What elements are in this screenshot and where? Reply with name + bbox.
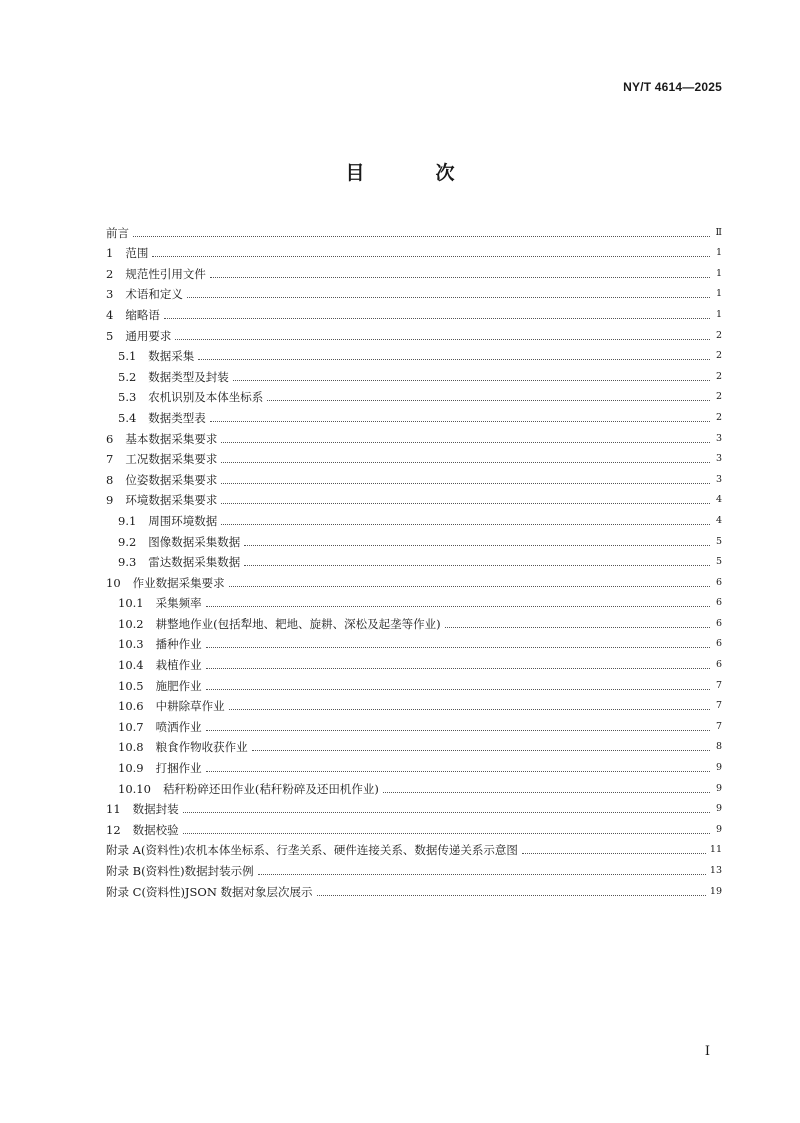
toc-entry-page: 4 <box>715 494 722 506</box>
toc-entry-page: 6 <box>715 576 722 588</box>
toc-entry-number: 10.5 <box>118 678 144 693</box>
toc-entry[interactable] <box>106 363 722 384</box>
toc-entry-page: 19 <box>709 885 722 897</box>
toc-leader-dots <box>221 441 710 443</box>
toc-entry-label <box>106 823 179 837</box>
toc-leader-dots <box>210 420 710 422</box>
toc-entry-number: 10.10 <box>118 781 151 796</box>
toc-entry-number: 6 <box>106 431 114 446</box>
toc-leader-dots <box>221 461 710 463</box>
toc-entry-text: 位姿数据采集要求 <box>125 472 218 487</box>
toc-entry-page: 1 <box>715 247 722 259</box>
toc-entry-page: Ⅱ <box>715 226 722 238</box>
toc-entry-text: 前言 <box>106 225 129 240</box>
toc-entry-number: 8 <box>106 472 114 487</box>
toc-leader-dots <box>221 482 710 484</box>
toc-entry[interactable] <box>106 549 722 570</box>
toc-entry-label <box>118 658 202 672</box>
toc-entry-number: 11 <box>106 802 121 817</box>
toc-entry-page: 5 <box>715 535 722 547</box>
toc-entry[interactable] <box>106 754 722 775</box>
toc-entry[interactable] <box>106 569 722 590</box>
toc-leader-dots <box>383 791 710 793</box>
toc-entry-page: 9 <box>715 823 722 835</box>
toc-entry-label <box>118 679 202 693</box>
toc-entry[interactable] <box>106 404 722 425</box>
toc-entry[interactable] <box>106 631 722 652</box>
toc-entry-label <box>118 535 240 549</box>
toc-entry-text: 秸秆粉碎还田作业(秸秆粉碎及还田机作业) <box>162 781 379 796</box>
toc-entry[interactable] <box>106 507 722 528</box>
toc-entry-text: 通用要求 <box>125 328 172 343</box>
toc-entry[interactable] <box>106 775 722 796</box>
toc-entry-page: 6 <box>715 617 722 629</box>
toc-entry-label <box>106 226 129 240</box>
toc-entry-number: 10.7 <box>118 719 144 734</box>
toc-entry-text: 环境数据采集要求 <box>125 493 218 508</box>
toc-entry-text: 附录 A(资料性)农机本体坐标系、行垄关系、硬件连接关系、数据传递关系示意图 <box>106 843 518 858</box>
toc-entry-page: 1 <box>715 267 722 279</box>
standard-code: NY/T 4614—2025 <box>623 80 722 94</box>
toc-entry-page: 2 <box>715 370 722 382</box>
toc-entry[interactable] <box>106 651 722 672</box>
toc-entry-label <box>106 843 518 857</box>
toc-leader-dots <box>206 667 710 669</box>
toc-entry-text: 范围 <box>125 246 149 261</box>
toc-entry-label <box>118 637 202 651</box>
toc-leader-dots <box>152 255 710 257</box>
toc-entry-page: 9 <box>715 803 722 815</box>
toc-entry-text: 数据类型表 <box>148 410 206 425</box>
toc-entry-text: 术语和定义 <box>125 287 183 302</box>
toc-entry-page: 1 <box>715 288 722 300</box>
toc-entry-number: 10.1 <box>118 596 144 611</box>
toc-entry-text: 中耕除草作业 <box>155 699 225 714</box>
toc-entry[interactable] <box>106 384 722 405</box>
toc-entry-text: 附录 B(资料性)数据封装示例 <box>106 864 254 878</box>
toc-entry[interactable] <box>106 734 722 755</box>
toc-leader-dots <box>522 852 706 854</box>
toc-entry-page: 3 <box>715 473 722 485</box>
toc-entry-page: 3 <box>715 432 722 444</box>
toc-leader-dots <box>206 605 710 607</box>
toc-entry-text: 数据封装 <box>132 802 179 817</box>
toc-entry[interactable] <box>106 837 722 858</box>
toc-entry[interactable] <box>106 528 722 549</box>
toc-leader-dots <box>187 296 710 298</box>
toc-entry-page: 9 <box>715 762 722 774</box>
toc-leader-dots <box>198 358 710 360</box>
toc-entry[interactable] <box>106 590 722 611</box>
toc-leader-dots <box>164 317 710 319</box>
toc-leader-dots <box>133 235 710 237</box>
toc-entry-text: 数据采集 <box>148 349 195 364</box>
toc-leader-dots <box>183 811 710 813</box>
toc-entry[interactable] <box>106 219 722 240</box>
toc-entry-number: 10.3 <box>118 637 144 652</box>
toc-leader-dots <box>244 544 710 546</box>
toc-entry-number: 10.8 <box>118 740 144 755</box>
toc-entry-number: 7 <box>106 452 114 467</box>
toc-leader-dots <box>210 276 710 278</box>
toc-entry-text: 农机识别及本体坐标系 <box>148 390 264 405</box>
toc-entry-page: 7 <box>715 720 722 732</box>
toc-entry-text: 规范性引用文件 <box>125 266 206 281</box>
toc-leader-dots <box>252 749 710 751</box>
toc-leader-dots <box>221 502 710 504</box>
toc-entry-label <box>106 493 217 507</box>
toc-entry-text: 粮食作物收获作业 <box>155 740 248 755</box>
toc-entry-number: 4 <box>106 307 114 322</box>
toc-entry-label <box>118 411 206 425</box>
toc-entry-label <box>118 390 263 404</box>
toc-entry-page: 9 <box>715 782 722 794</box>
toc-entry-number: 5.1 <box>118 349 137 364</box>
toc-entry-page: 6 <box>715 597 722 609</box>
toc-entry-text: 工况数据采集要求 <box>125 452 218 467</box>
toc-entry[interactable] <box>106 857 722 878</box>
toc-entry-text: 栽植作业 <box>155 658 202 673</box>
toc-entry-number: 9.1 <box>118 513 137 528</box>
toc-entry[interactable] <box>106 796 722 817</box>
toc-entry-label <box>118 782 379 796</box>
toc-entry-text: 耕整地作业(包括犁地、耙地、旋耕、深松及起垄等作业) <box>155 616 441 631</box>
toc-entry[interactable] <box>106 343 722 364</box>
toc-entry-number: 9.3 <box>118 555 137 570</box>
toc-entry-label <box>118 555 240 569</box>
toc-entry-number: 3 <box>106 287 114 302</box>
toc-entry[interactable] <box>106 672 722 693</box>
toc-entry[interactable] <box>106 322 722 343</box>
toc-entry-text: 施肥作业 <box>155 678 202 693</box>
toc-leader-dots <box>175 338 710 340</box>
toc-entry[interactable] <box>106 240 722 261</box>
toc-entry-text: 雷达数据采集数据 <box>148 555 241 570</box>
toc-entry-label <box>118 740 248 754</box>
toc-entry[interactable] <box>106 693 722 714</box>
toc-entry[interactable] <box>106 281 722 302</box>
toc-entry-number: 10.2 <box>118 616 144 631</box>
toc-entry-label <box>118 596 202 610</box>
toc-entry-number: 10 <box>106 575 121 590</box>
toc-entry-text: 附录 C(资料性)JSON 数据对象层次展示 <box>106 884 313 899</box>
toc-entry-number: 10.9 <box>118 761 144 776</box>
toc-entry-label <box>106 287 183 301</box>
toc-entry-page: 7 <box>715 679 722 691</box>
toc-leader-dots <box>244 564 710 566</box>
toc-entry-page: 7 <box>715 700 722 712</box>
toc-entry-number: 5.4 <box>118 410 137 425</box>
toc-entry-page: 6 <box>715 659 722 671</box>
toc-entry[interactable] <box>106 713 722 734</box>
toc-entry-label <box>106 864 254 878</box>
toc-leader-dots <box>221 523 710 525</box>
toc-entry-page: 13 <box>709 865 722 876</box>
toc-entry-page: 8 <box>715 741 722 753</box>
toc-entry-text: 基本数据采集要求 <box>125 431 218 446</box>
toc-entry[interactable] <box>106 466 722 487</box>
toc-entry-page: 1 <box>715 308 722 320</box>
toc-leader-dots <box>229 585 710 587</box>
toc-entry-page: 5 <box>715 556 722 568</box>
toc-entry-text: 数据校验 <box>132 822 179 837</box>
toc-entry-text: 数据类型及封装 <box>148 369 229 384</box>
toc-entry[interactable] <box>106 301 722 322</box>
toc-entry-label <box>118 761 202 775</box>
toc-entry-page: 2 <box>715 329 722 341</box>
toc-entry-text: 播种作业 <box>155 637 202 652</box>
toc-entry-label <box>106 473 217 487</box>
toc-entry-label <box>106 308 160 322</box>
toc-entry[interactable] <box>106 816 722 837</box>
toc-entry-number: 9.2 <box>118 534 137 549</box>
toc-entry-label <box>118 514 217 528</box>
toc-entry-text: 打捆作业 <box>155 761 202 776</box>
toc-entry-number: 10.4 <box>118 658 144 673</box>
toc-entry-label <box>118 349 194 363</box>
toc-entry-label <box>118 720 202 734</box>
toc-entry-page: 3 <box>715 453 722 465</box>
toc-leader-dots <box>206 729 710 731</box>
toc-entry-page: 2 <box>715 411 722 423</box>
toc-title: 目 次 <box>345 162 481 184</box>
toc-entry-label <box>106 576 225 590</box>
toc-entry-number: 12 <box>106 822 121 837</box>
toc-entry-label <box>106 452 217 466</box>
toc-entry-number: 1 <box>106 246 114 261</box>
toc-entry-page: 4 <box>715 514 722 526</box>
toc-entry-page: 2 <box>715 391 722 403</box>
toc-entry-label <box>106 246 148 260</box>
toc-leader-dots <box>206 646 710 648</box>
toc-entry-text: 喷洒作业 <box>155 719 202 734</box>
toc-entry-page: 11 <box>709 844 722 856</box>
toc-entry-number: 9 <box>106 493 114 508</box>
toc-entry[interactable] <box>106 487 722 508</box>
toc-entry-text: 图像数据采集数据 <box>148 534 241 549</box>
toc-leader-dots <box>206 770 710 772</box>
toc-leader-dots <box>206 688 710 690</box>
page-number: I <box>704 1044 710 1059</box>
toc-entry-number: 5 <box>106 328 114 343</box>
toc-leader-dots <box>258 873 706 875</box>
toc-entry-label <box>106 329 171 343</box>
toc-entry[interactable] <box>106 878 722 899</box>
toc-entry-number: 5.2 <box>118 369 137 384</box>
toc-entry-text: 采集频率 <box>155 596 202 611</box>
toc-entry-label <box>118 370 229 384</box>
toc-entry-number: 10.6 <box>118 699 144 714</box>
toc-leader-dots <box>229 708 710 710</box>
toc-entry-text: 作业数据采集要求 <box>132 575 225 590</box>
toc-entry[interactable] <box>106 425 722 446</box>
toc-entry[interactable] <box>106 260 722 281</box>
toc-entry-page: 2 <box>715 350 722 362</box>
toc-list <box>106 219 722 899</box>
toc-entry-page: 6 <box>715 638 722 650</box>
toc-entry-label <box>118 699 225 713</box>
toc-entry[interactable] <box>106 446 722 467</box>
toc-entry-label <box>106 802 179 816</box>
toc-entry[interactable] <box>106 610 722 631</box>
toc-entry-label <box>118 617 441 631</box>
toc-leader-dots <box>183 832 710 834</box>
toc-entry-text: 周围环境数据 <box>148 513 218 528</box>
toc-entry-label <box>106 267 206 281</box>
toc-entry-number: 2 <box>106 266 114 281</box>
toc-entry-label <box>106 432 217 446</box>
toc-leader-dots <box>445 626 710 628</box>
toc-leader-dots <box>317 894 706 896</box>
toc-entry-label <box>106 885 313 899</box>
toc-leader-dots <box>233 379 710 381</box>
toc-entry-text: 缩略语 <box>125 307 160 322</box>
toc-leader-dots <box>267 399 710 401</box>
toc-entry-number: 5.3 <box>118 390 137 405</box>
